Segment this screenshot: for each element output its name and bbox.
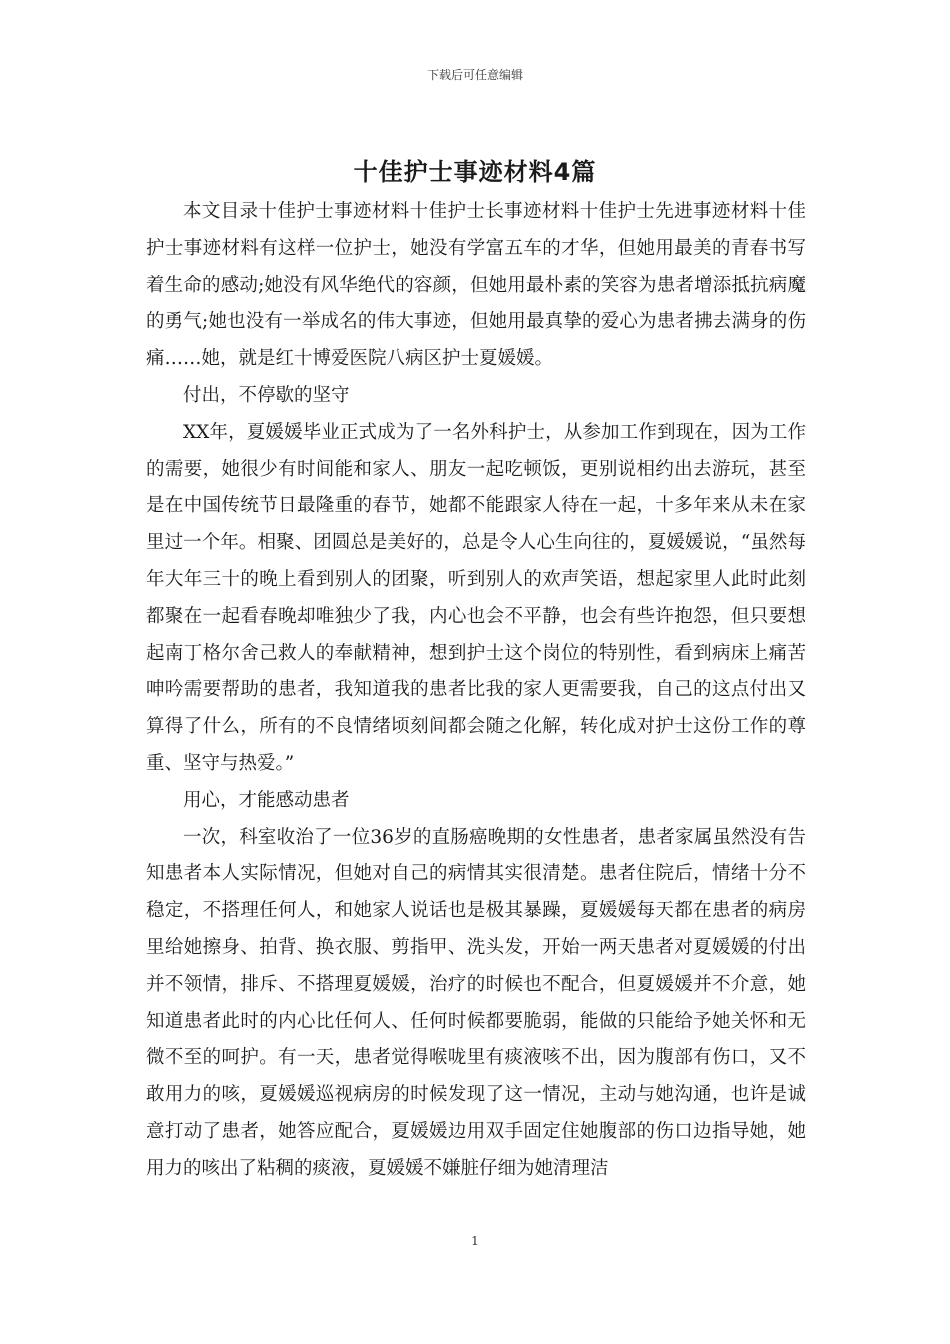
paragraph-intro: 本文目录十佳护士事迹材料十佳护士长事迹材料十佳护士先进事迹材料十佳护士事迹材料有这样一位护士，她没有学富五车的才华，但她用最美的青春书写着生命的感动;她没有风华绝代的容颜，但她用最朴素的笑容为患者增添抵抗病魔的勇气;她也没有一举成名的伟大事迹，但她用最真挚的爱心为患者拂去满身的伤痛……她，就是红十博爱医院八病区护士夏媛媛。 — [146, 201, 806, 370]
paragraph-dedication: XX年，夏媛媛毕业正式成为了一名外科护士，从参加工作到现在，因为工作的需要，她很少有时间能和家人、朋友一起吃顿饭，更别说相约出去游玩，甚至是在中国传统节日最隆重的春节，她都不能跟家人待在一起，十多年来从未在家里过一个年。相聚、团圆总是美好的，总是令人心生向往的，夏媛媛说，“虽然每年大年三十的晚上看到别人的团聚，听到别人的欢声笑语，想起家里人此时此刻都聚在一起看春晚却唯独少了我，内心也会不平静，也会有些许抱怨，但只要想起南丁格尔舍己救人的奉献精神，想到护士这个岗位的特别性，看到病床上痛苦呻吟需要帮助的患者，我知道我的患者比我的家人更需要我，自己的这点付出又算得了什么，所有的不良情绪顷刻间都会随之化解，转化成对护士这份工作的尊重、坚守与热爱。” — [146, 421, 806, 774]
document-body — [146, 194, 806, 1188]
page-header-note: 下载后可任意编辑 — [426, 68, 523, 82]
paragraph-care: 一次，科室收治了一位36岁的直肠癌晚期的女性患者，患者家属虽然没有告知患者本人实际情况，但她对自己的病情其实很清楚。患者住院后，情绪十分不稳定，不搭理任何人，和她家人说话也是极其暴躁，夏媛媛每天都在患者的病房里给她擦身、拍背、换衣服、剪指甲、洗头发，开始一两天患者对夏媛媛的付出并不领情，排斥、不搭理夏媛媛，治疗的时候也不配合，但夏媛媛并不介意，她知道患者此时的内心比任何人、任何时候都要脆弱，能做的只能给予她关怀和无微不至的呵护。有一天，患者觉得喉咙里有痰液咳不出，因为腹部有伤口，又不敢用力的咳，夏媛媛巡视病房的时候发现了这一情况，主动与她沟通，也许是诚意打动了患者，她答应配合，夏媛媛边用双手固定住她腹部的伤口边指导她，她用力的咳出了粘稠的痰液，夏媛媛不嫌脏仔细为她清理洁 — [146, 826, 806, 1179]
page-number: 1 — [471, 1234, 479, 1248]
document-title: 十佳护士事迹材料4篇 — [353, 158, 597, 186]
section-heading-care: 用心，才能感动患者 — [183, 789, 350, 811]
section-heading-dedication: 付出，不停歇的坚守 — [183, 384, 350, 406]
